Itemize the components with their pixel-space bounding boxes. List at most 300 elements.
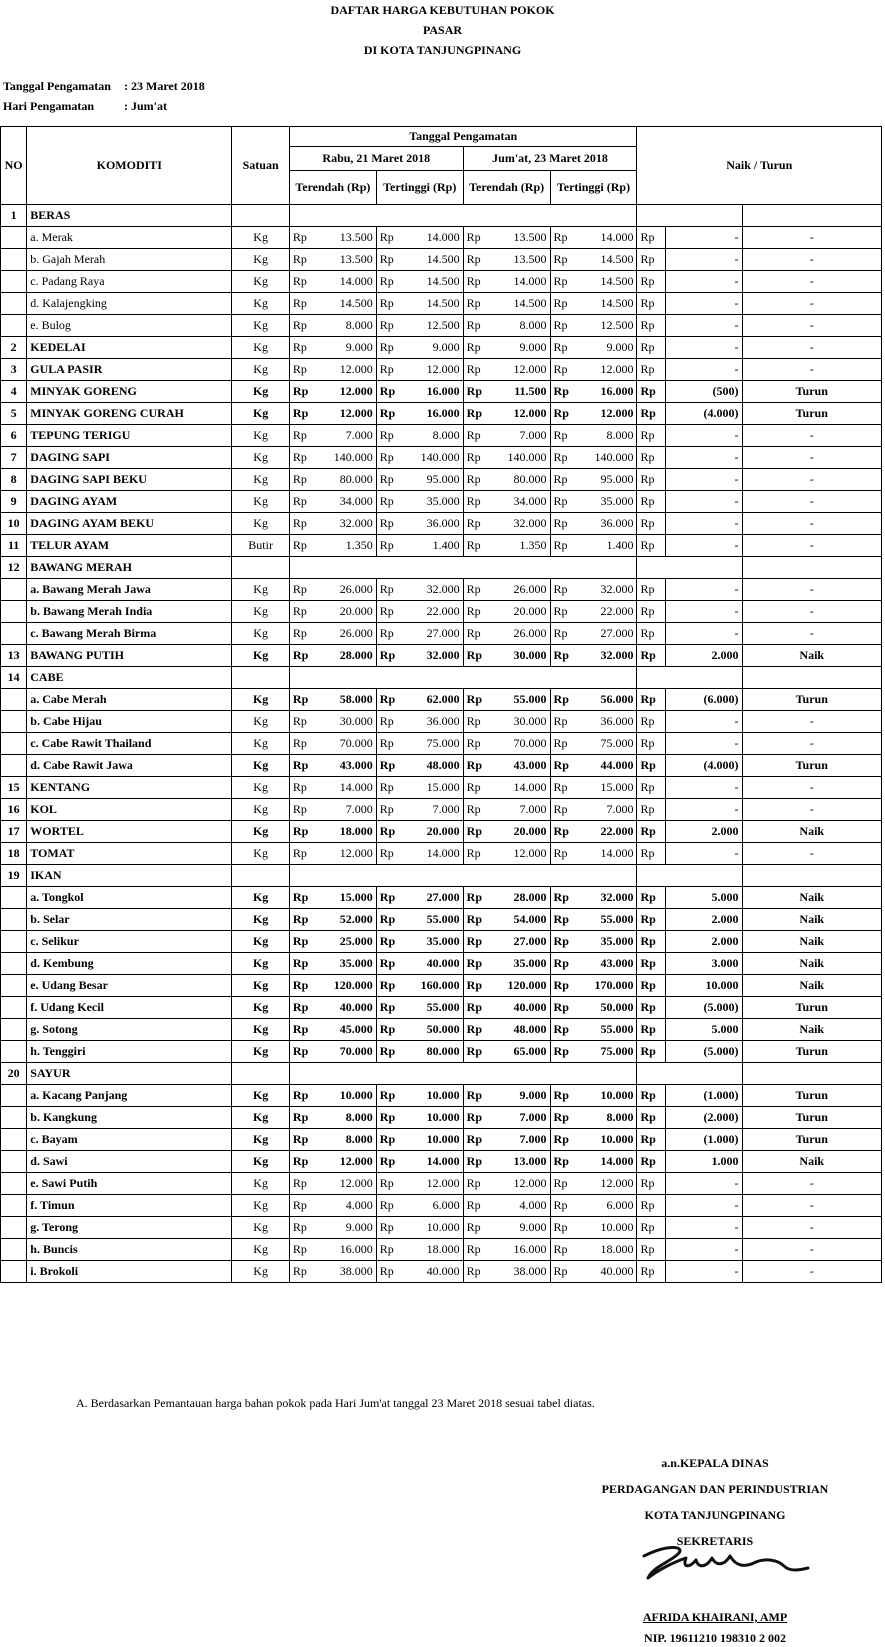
- price-p1h: 32.000: [405, 645, 464, 667]
- row-unit: Kg: [232, 931, 290, 953]
- price-p1l: 13.500: [318, 249, 377, 271]
- price-change: -: [665, 1195, 742, 1217]
- price-p1h: 14.500: [405, 271, 464, 293]
- price-p2h: 14.500: [578, 271, 637, 293]
- price-status: Turun: [742, 689, 882, 711]
- price-status: -: [742, 293, 882, 315]
- currency-label: Rp: [289, 1019, 317, 1041]
- price-status: Turun: [742, 997, 882, 1019]
- price-p2l: 38.000: [491, 1261, 550, 1283]
- commodity-name: MINYAK GORENG: [27, 381, 232, 403]
- row-status-empty: [742, 667, 882, 689]
- row-unit: Kg: [232, 777, 290, 799]
- row-number: 17: [1, 821, 27, 843]
- currency-label: Rp: [550, 755, 578, 777]
- price-status: Naik: [742, 975, 882, 997]
- currency-label: Rp: [463, 1107, 491, 1129]
- currency-label: Rp: [289, 953, 317, 975]
- price-p2h: 15.000: [578, 777, 637, 799]
- currency-label: Rp: [376, 975, 404, 997]
- price-p1h: 140.000: [405, 447, 464, 469]
- price-p1l: 9.000: [318, 337, 377, 359]
- currency-label: Rp: [463, 1019, 491, 1041]
- price-p2h: 55.000: [578, 1019, 637, 1041]
- currency-label: Rp: [637, 579, 665, 601]
- currency-label: Rp: [550, 1151, 578, 1173]
- currency-label: Rp: [637, 1129, 665, 1151]
- currency-label: Rp: [376, 953, 404, 975]
- currency-label: Rp: [550, 227, 578, 249]
- row-unit: Kg: [232, 1151, 290, 1173]
- row-unit: Kg: [232, 271, 290, 293]
- currency-label: Rp: [637, 953, 665, 975]
- currency-label: Rp: [463, 1173, 491, 1195]
- price-status: -: [742, 337, 882, 359]
- price-p1h: 55.000: [405, 997, 464, 1019]
- price-p1h: 75.000: [405, 733, 464, 755]
- currency-label: Rp: [550, 887, 578, 909]
- currency-label: Rp: [463, 1041, 491, 1063]
- price-status: Turun: [742, 1041, 882, 1063]
- price-p2l: 54.000: [491, 909, 550, 931]
- currency-label: Rp: [376, 513, 404, 535]
- row-number: 6: [1, 425, 27, 447]
- row-number: [1, 1085, 27, 1107]
- price-p1l: 34.000: [318, 491, 377, 513]
- currency-label: Rp: [289, 777, 317, 799]
- price-p1l: 52.000: [318, 909, 377, 931]
- row-unit: Kg: [232, 689, 290, 711]
- price-p1h: 40.000: [405, 1261, 464, 1283]
- row-prices-empty: [289, 667, 637, 689]
- table-row: [1, 579, 882, 601]
- price-p1h: 40.000: [405, 953, 464, 975]
- currency-label: Rp: [550, 535, 578, 557]
- commodity-name: c. Bayam: [27, 1129, 232, 1151]
- row-unit: Kg: [232, 1129, 290, 1151]
- currency-label: Rp: [463, 271, 491, 293]
- price-p2l: 14.000: [491, 777, 550, 799]
- price-status: -: [742, 359, 882, 381]
- price-p2h: 32.000: [578, 645, 637, 667]
- price-p1l: 8.000: [318, 315, 377, 337]
- price-p2l: 9.000: [491, 1085, 550, 1107]
- row-unit: Kg: [232, 513, 290, 535]
- price-p2l: 12.000: [491, 843, 550, 865]
- row-unit: Kg: [232, 469, 290, 491]
- currency-label: Rp: [550, 1217, 578, 1239]
- currency-label: Rp: [376, 447, 404, 469]
- row-number: 14: [1, 667, 27, 689]
- price-change: -: [665, 315, 742, 337]
- price-change: -: [665, 337, 742, 359]
- table-row: [1, 293, 882, 315]
- row-unit: Kg: [232, 293, 290, 315]
- row-unit: Kg: [232, 1085, 290, 1107]
- currency-label: Rp: [463, 997, 491, 1019]
- row-unit: Kg: [232, 1173, 290, 1195]
- table-row: [1, 1217, 882, 1239]
- price-p1h: 1.400: [405, 535, 464, 557]
- currency-label: Rp: [463, 403, 491, 425]
- category-row: [1, 667, 882, 689]
- currency-label: Rp: [376, 623, 404, 645]
- row-unit: Kg: [232, 733, 290, 755]
- commodity-name: DAGING SAPI BEKU: [27, 469, 232, 491]
- price-p1l: 12.000: [318, 403, 377, 425]
- price-p2l: 35.000: [491, 953, 550, 975]
- currency-label: Rp: [637, 1195, 665, 1217]
- currency-label: Rp: [637, 711, 665, 733]
- row-number: 15: [1, 777, 27, 799]
- price-p2l: 16.000: [491, 1239, 550, 1261]
- row-unit: Kg: [232, 887, 290, 909]
- row-unit: Kg: [232, 1041, 290, 1063]
- table-row: [1, 909, 882, 931]
- table-row: [1, 381, 882, 403]
- table-row: [1, 249, 882, 271]
- currency-label: Rp: [637, 931, 665, 953]
- currency-label: Rp: [637, 249, 665, 271]
- row-unit: [232, 865, 290, 887]
- currency-label: Rp: [637, 381, 665, 403]
- price-status: -: [742, 271, 882, 293]
- row-number: [1, 601, 27, 623]
- currency-label: Rp: [289, 1085, 317, 1107]
- row-number: [1, 997, 27, 1019]
- price-p1h: 9.000: [405, 337, 464, 359]
- price-p1h: 8.000: [405, 425, 464, 447]
- currency-label: Rp: [463, 1085, 491, 1107]
- currency-label: Rp: [637, 1019, 665, 1041]
- currency-label: Rp: [463, 293, 491, 315]
- price-change: 2.000: [665, 821, 742, 843]
- price-p2h: 56.000: [578, 689, 637, 711]
- currency-label: Rp: [550, 513, 578, 535]
- price-status: -: [742, 1239, 882, 1261]
- price-p1l: 8.000: [318, 1129, 377, 1151]
- price-status: Naik: [742, 909, 882, 931]
- table-row: [1, 1041, 882, 1063]
- price-p2h: 12.000: [578, 403, 637, 425]
- price-p2l: 13.500: [491, 227, 550, 249]
- price-change: -: [665, 469, 742, 491]
- currency-label: Rp: [289, 513, 317, 535]
- currency-label: Rp: [463, 1129, 491, 1151]
- currency-label: Rp: [550, 997, 578, 1019]
- currency-label: Rp: [376, 337, 404, 359]
- price-p1l: 20.000: [318, 601, 377, 623]
- price-p1l: 14.000: [318, 271, 377, 293]
- price-p1h: 14.500: [405, 293, 464, 315]
- currency-label: Rp: [463, 315, 491, 337]
- price-p1l: 12.000: [318, 843, 377, 865]
- currency-label: Rp: [637, 623, 665, 645]
- commodity-name: e. Sawi Putih: [27, 1173, 232, 1195]
- currency-label: Rp: [550, 953, 578, 975]
- table-row: [1, 227, 882, 249]
- price-change: -: [665, 1261, 742, 1283]
- currency-label: Rp: [550, 579, 578, 601]
- row-number: 18: [1, 843, 27, 865]
- commodity-name: a. Cabe Merah: [27, 689, 232, 711]
- row-number: [1, 1173, 27, 1195]
- price-status: Naik: [742, 953, 882, 975]
- price-p1l: 30.000: [318, 711, 377, 733]
- row-number: [1, 293, 27, 315]
- currency-label: Rp: [376, 293, 404, 315]
- price-status: -: [742, 711, 882, 733]
- table-row: [1, 953, 882, 975]
- price-status: -: [742, 227, 882, 249]
- row-unit: Kg: [232, 1195, 290, 1217]
- row-number: 13: [1, 645, 27, 667]
- currency-label: Rp: [463, 359, 491, 381]
- currency-label: Rp: [289, 645, 317, 667]
- price-p1l: 58.000: [318, 689, 377, 711]
- row-number: [1, 953, 27, 975]
- price-change: (4.000): [665, 755, 742, 777]
- commodity-name: b. Cabe Hijau: [27, 711, 232, 733]
- row-unit: Kg: [232, 821, 290, 843]
- commodity-name: h. Tenggiri: [27, 1041, 232, 1063]
- price-change: -: [665, 227, 742, 249]
- price-p1h: 10.000: [405, 1107, 464, 1129]
- currency-label: Rp: [637, 1239, 665, 1261]
- currency-label: Rp: [637, 447, 665, 469]
- currency-label: Rp: [463, 711, 491, 733]
- currency-label: Rp: [550, 623, 578, 645]
- currency-label: Rp: [289, 249, 317, 271]
- currency-label: Rp: [550, 1107, 578, 1129]
- row-unit: Kg: [232, 975, 290, 997]
- price-status: -: [742, 425, 882, 447]
- col-header-date2-low: Terendah (Rp): [463, 171, 550, 205]
- price-p1h: 14.500: [405, 249, 464, 271]
- price-p2l: 8.000: [491, 315, 550, 337]
- price-p1h: 12.000: [405, 1173, 464, 1195]
- currency-label: Rp: [289, 711, 317, 733]
- row-change-empty: [637, 1063, 742, 1085]
- col-header-date2: Jum'at, 23 Maret 2018: [463, 147, 637, 171]
- signatory-nip: NIP. 19611210 198310 2 002: [644, 1631, 786, 1645]
- price-p1l: 15.000: [318, 887, 377, 909]
- row-number: 20: [1, 1063, 27, 1085]
- price-p2l: 13.000: [491, 1151, 550, 1173]
- currency-label: Rp: [637, 821, 665, 843]
- commodity-name: c. Bawang Merah Birma: [27, 623, 232, 645]
- category-row: [1, 1063, 882, 1085]
- price-p1l: 28.000: [318, 645, 377, 667]
- price-status: -: [742, 601, 882, 623]
- table-row: [1, 469, 882, 491]
- price-p2l: 12.000: [491, 1173, 550, 1195]
- currency-label: Rp: [289, 1041, 317, 1063]
- currency-label: Rp: [550, 1261, 578, 1283]
- table-row: [1, 645, 882, 667]
- price-p2h: 10.000: [578, 1085, 637, 1107]
- price-p1l: 7.000: [318, 799, 377, 821]
- price-p2l: 55.000: [491, 689, 550, 711]
- row-number: [1, 909, 27, 931]
- price-table: [0, 126, 882, 1283]
- commodity-name: f. Timun: [27, 1195, 232, 1217]
- row-unit: Kg: [232, 447, 290, 469]
- table-row: [1, 799, 882, 821]
- currency-label: Rp: [289, 403, 317, 425]
- currency-label: Rp: [376, 1217, 404, 1239]
- currency-label: Rp: [550, 249, 578, 271]
- table-row: [1, 535, 882, 557]
- price-p2h: 95.000: [578, 469, 637, 491]
- price-p1l: 26.000: [318, 579, 377, 601]
- currency-label: Rp: [289, 491, 317, 513]
- price-p1h: 95.000: [405, 469, 464, 491]
- commodity-name: KEDELAI: [27, 337, 232, 359]
- currency-label: Rp: [376, 249, 404, 271]
- currency-label: Rp: [463, 975, 491, 997]
- commodity-name: c. Selikur: [27, 931, 232, 953]
- row-unit: Kg: [232, 1107, 290, 1129]
- currency-label: Rp: [637, 799, 665, 821]
- price-p1h: 36.000: [405, 513, 464, 535]
- row-number: [1, 315, 27, 337]
- price-p1l: 70.000: [318, 1041, 377, 1063]
- currency-label: Rp: [289, 381, 317, 403]
- price-change: -: [665, 293, 742, 315]
- currency-label: Rp: [550, 1085, 578, 1107]
- currency-label: Rp: [463, 1217, 491, 1239]
- price-p1l: 32.000: [318, 513, 377, 535]
- currency-label: Rp: [637, 315, 665, 337]
- row-change-empty: [637, 865, 742, 887]
- price-p2l: 28.000: [491, 887, 550, 909]
- price-p2l: 70.000: [491, 733, 550, 755]
- currency-label: Rp: [463, 843, 491, 865]
- currency-label: Rp: [289, 1195, 317, 1217]
- price-p1l: 1.350: [318, 535, 377, 557]
- price-status: Naik: [742, 821, 882, 843]
- price-p1l: 12.000: [318, 381, 377, 403]
- price-p2h: 32.000: [578, 579, 637, 601]
- currency-label: Rp: [550, 975, 578, 997]
- price-p1h: 80.000: [405, 1041, 464, 1063]
- price-p2h: 170.000: [578, 975, 637, 997]
- price-p2h: 8.000: [578, 1107, 637, 1129]
- price-change: -: [665, 249, 742, 271]
- price-p1h: 32.000: [405, 579, 464, 601]
- currency-label: Rp: [289, 1239, 317, 1261]
- price-status: -: [742, 777, 882, 799]
- col-header-date1-high: Tertinggi (Rp): [376, 171, 463, 205]
- currency-label: Rp: [289, 799, 317, 821]
- table-row: [1, 997, 882, 1019]
- price-p1h: 10.000: [405, 1129, 464, 1151]
- row-number: [1, 689, 27, 711]
- currency-label: Rp: [376, 1085, 404, 1107]
- currency-label: Rp: [463, 799, 491, 821]
- price-p1h: 20.000: [405, 821, 464, 843]
- price-change: 5.000: [665, 887, 742, 909]
- price-p1h: 27.000: [405, 887, 464, 909]
- price-p2l: 34.000: [491, 491, 550, 513]
- commodity-name: a. Kacang Panjang: [27, 1085, 232, 1107]
- currency-label: Rp: [376, 579, 404, 601]
- price-change: -: [665, 843, 742, 865]
- currency-label: Rp: [376, 359, 404, 381]
- col-header-satuan: Satuan: [232, 127, 290, 205]
- price-status: Naik: [742, 645, 882, 667]
- price-p2l: 27.000: [491, 931, 550, 953]
- price-p1h: 12.000: [405, 359, 464, 381]
- row-number: 12: [1, 557, 27, 579]
- row-unit: Kg: [232, 623, 290, 645]
- price-p2h: 14.500: [578, 249, 637, 271]
- row-number: 3: [1, 359, 27, 381]
- currency-label: Rp: [289, 733, 317, 755]
- currency-label: Rp: [550, 931, 578, 953]
- observation-day: [3, 96, 167, 116]
- currency-label: Rp: [463, 1195, 491, 1217]
- price-p2h: 140.000: [578, 447, 637, 469]
- currency-label: Rp: [463, 1151, 491, 1173]
- currency-label: Rp: [550, 491, 578, 513]
- currency-label: Rp: [376, 1151, 404, 1173]
- currency-label: Rp: [637, 777, 665, 799]
- currency-label: Rp: [376, 1041, 404, 1063]
- currency-label: Rp: [550, 1173, 578, 1195]
- row-prices-empty: [289, 1063, 637, 1085]
- currency-label: Rp: [463, 469, 491, 491]
- price-change: -: [665, 1173, 742, 1195]
- table-row: [1, 359, 882, 381]
- row-unit: Kg: [232, 799, 290, 821]
- table-row: [1, 711, 882, 733]
- table-row: [1, 887, 882, 909]
- row-number: [1, 1239, 27, 1261]
- price-p1l: 12.000: [318, 1173, 377, 1195]
- price-p1l: 120.000: [318, 975, 377, 997]
- currency-label: Rp: [637, 227, 665, 249]
- price-status: Turun: [742, 1085, 882, 1107]
- currency-label: Rp: [289, 1217, 317, 1239]
- currency-label: Rp: [376, 469, 404, 491]
- sign-line2: PERDAGANGAN DAN PERINDUSTRIAN: [601, 1482, 829, 1496]
- currency-label: Rp: [463, 953, 491, 975]
- currency-label: Rp: [376, 843, 404, 865]
- commodity-name: i. Brokoli: [27, 1261, 232, 1283]
- price-p2h: 9.000: [578, 337, 637, 359]
- doc-title-line2: PASAR: [422, 23, 463, 37]
- price-p2l: 7.000: [491, 425, 550, 447]
- currency-label: Rp: [289, 1129, 317, 1151]
- table-row: [1, 975, 882, 997]
- currency-label: Rp: [289, 1261, 317, 1283]
- currency-label: Rp: [289, 821, 317, 843]
- commodity-name: g. Terong: [27, 1217, 232, 1239]
- price-change: -: [665, 777, 742, 799]
- price-p1l: 12.000: [318, 359, 377, 381]
- price-status: Naik: [742, 1151, 882, 1173]
- price-p2l: 13.500: [491, 249, 550, 271]
- table-row: [1, 755, 882, 777]
- currency-label: Rp: [463, 1261, 491, 1283]
- row-status-empty: [742, 1063, 882, 1085]
- price-p2h: 50.000: [578, 997, 637, 1019]
- currency-label: Rp: [289, 227, 317, 249]
- commodity-name: g. Sotong: [27, 1019, 232, 1041]
- currency-label: Rp: [550, 909, 578, 931]
